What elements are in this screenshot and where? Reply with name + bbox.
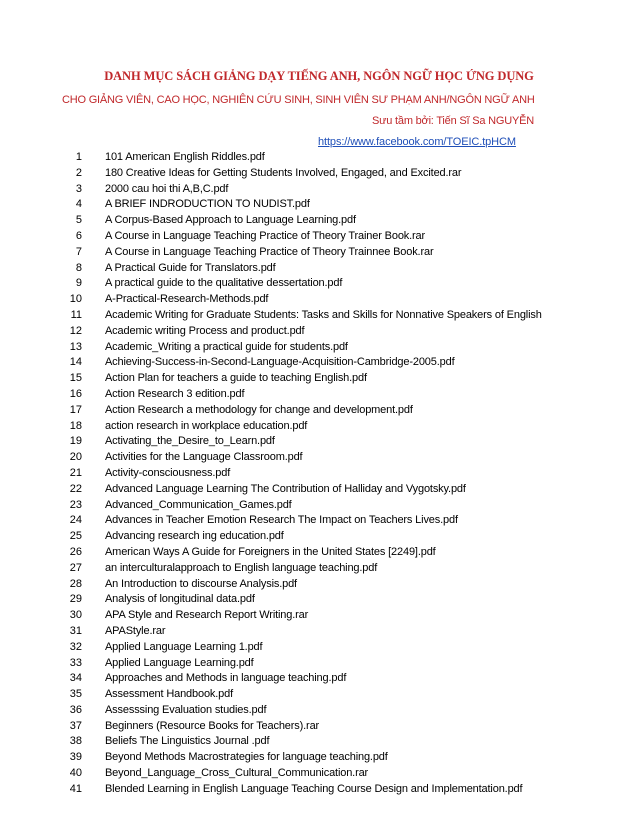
list-item	[0, 276, 638, 292]
item-number: 37	[69, 719, 82, 732]
list-item	[0, 403, 638, 419]
item-number: 24	[69, 514, 82, 527]
list-item	[0, 450, 638, 466]
item-filename: Advances in Teacher Emotion Research The Impact on Teachers Lives.pdf	[105, 514, 458, 527]
item-number: 1	[75, 151, 82, 163]
item-filename: Academic_Writing a practical guide for students.pdf	[105, 340, 348, 353]
item-filename: Activating_the_Desire_to_Learn.pdf	[105, 435, 275, 448]
item-filename: Assesssing Evaluation studies.pdf	[105, 703, 267, 716]
item-number: 39	[69, 751, 82, 764]
item-filename: APAStyle.rar	[105, 624, 166, 637]
list-item	[0, 371, 638, 387]
compiler-credit: Sưu tầm bởi: Tiến Sĩ Sa NGUYỄN	[371, 115, 534, 127]
item-filename: action research in workplace education.pdf	[105, 419, 308, 432]
item-number: 6	[75, 229, 82, 242]
item-filename: Academic writing Process and product.pdf	[105, 324, 305, 337]
item-number: 22	[69, 482, 82, 495]
list-item	[0, 355, 638, 371]
list-item	[0, 577, 638, 593]
item-filename: Achieving-Success-in-Second-Language-Acquisition-Cambridge-2005.pdf	[105, 356, 455, 369]
item-filename: Applied Language Learning 1.pdf	[105, 640, 263, 653]
list-item	[0, 482, 638, 498]
list-item	[0, 324, 638, 340]
item-filename: A-Practical-Research-Methods.pdf	[105, 293, 269, 306]
item-number: 8	[75, 261, 82, 274]
item-filename: 101 American English Riddles.pdf	[105, 151, 265, 163]
item-number: 3	[75, 182, 82, 195]
list-item	[0, 245, 638, 261]
item-number: 12	[69, 324, 82, 337]
item-filename: An Introduction to discourse Analysis.pdf	[105, 577, 297, 590]
item-number: 32	[69, 640, 82, 653]
item-number: 38	[69, 735, 82, 748]
item-number: 11	[70, 308, 82, 321]
list-item	[0, 513, 638, 529]
item-filename: Action Research 3 edition.pdf	[105, 387, 245, 400]
file-list	[0, 150, 638, 798]
list-item	[0, 150, 638, 166]
document-subtitle: CHO GIẢNG VIÊN, CAO HỌC, NGHIÊN CỨU SINH, SINH VIÊN SƯ PHẠM ANH/NGÔN NGỮ ANH	[62, 94, 535, 106]
item-number: 29	[69, 593, 82, 606]
item-filename: Beliefs The Linguistics Journal .pdf	[105, 735, 270, 748]
item-filename: Advanced Language Learning The Contribution of Halliday and Vygotsky.pdf	[105, 482, 466, 495]
list-item	[0, 608, 638, 624]
list-item	[0, 529, 638, 545]
list-item	[0, 213, 638, 229]
list-item	[0, 703, 638, 719]
item-filename: Academic Writing for Graduate Students: Tasks and Skills for Nonnative Speakers of English	[105, 308, 542, 321]
item-number: 31	[69, 624, 82, 637]
document-title: DANH MỤC SÁCH GIẢNG DẠY TIẾNG ANH, NGÔN NGỮ HỌC ỨNG DỤNG	[104, 69, 534, 83]
list-item	[0, 671, 638, 687]
item-number: 16	[69, 387, 82, 400]
item-number: 34	[69, 672, 82, 685]
item-filename: APA Style and Research Report Writing.rar	[105, 609, 309, 622]
item-filename: Analysis of longitudinal data.pdf	[105, 593, 255, 606]
facebook-link[interactable]: https://www.facebook.com/TOEIC.tpHCM	[318, 136, 516, 148]
item-number: 15	[69, 372, 82, 385]
item-filename: A Corpus-Based Approach to Language Learning.pdf	[105, 214, 356, 227]
item-number: 30	[69, 609, 82, 622]
list-item	[0, 719, 638, 735]
item-number: 2	[75, 166, 82, 179]
item-filename: American Ways A Guide for Foreigners in the United States [2249].pdf	[105, 545, 436, 558]
item-number: 14	[69, 356, 82, 369]
item-number: 9	[75, 277, 82, 290]
item-filename: Blended Learning in English Language Teaching Course Design and Implementation.pdf	[105, 782, 523, 795]
item-number: 27	[69, 561, 82, 574]
item-filename: A Practical Guide for Translators.pdf	[105, 261, 276, 274]
list-item	[0, 434, 638, 450]
item-number: 33	[69, 656, 82, 669]
list-item	[0, 229, 638, 245]
item-number: 13	[69, 340, 82, 353]
item-number: 19	[69, 435, 82, 448]
item-filename: Beyond Methods Macrostrategies for language teaching.pdf	[105, 751, 388, 764]
item-number: 28	[69, 577, 82, 590]
list-item	[0, 292, 638, 308]
item-number: 35	[69, 688, 82, 701]
item-filename: Assessment Handbook.pdf	[105, 688, 234, 701]
item-filename: A BRIEF INDRODUCTION TO NUDIST.pdf	[105, 198, 310, 211]
list-item	[0, 656, 638, 672]
list-item	[0, 545, 638, 561]
list-item	[0, 782, 638, 798]
list-item	[0, 308, 638, 324]
item-filename: 180 Creative Ideas for Getting Students Involved, Engaged, and Excited.rar	[105, 166, 462, 179]
item-number: 21	[69, 466, 82, 479]
item-number: 26	[69, 545, 82, 558]
item-filename: Action Research a methodology for change and development.pdf	[105, 403, 413, 416]
item-filename: Advanced_Communication_Games.pdf	[105, 498, 292, 511]
list-item	[0, 419, 638, 435]
list-item	[0, 387, 638, 403]
item-filename: Activities for the Language Classroom.pdf	[105, 451, 303, 464]
item-number: 17	[69, 403, 82, 416]
item-number: 4	[75, 198, 82, 211]
list-item	[0, 182, 638, 198]
item-number: 25	[69, 530, 82, 543]
item-filename: A practical guide to the qualitative dessertation.pdf	[105, 277, 343, 290]
item-filename: Activity-consciousness.pdf	[105, 466, 231, 479]
item-filename: Applied Language Learning.pdf	[105, 656, 254, 669]
list-item	[0, 592, 638, 608]
item-filename: an interculturalapproach to English language teaching.pdf	[105, 561, 378, 574]
list-item	[0, 466, 638, 482]
item-filename: Approaches and Methods in language teaching.pdf	[105, 672, 347, 685]
item-number: 5	[75, 214, 82, 227]
list-item	[0, 624, 638, 640]
item-number: 23	[69, 498, 82, 511]
item-number: 41	[69, 782, 82, 795]
list-item	[0, 640, 638, 656]
item-filename: Advancing research ing education.pdf	[105, 530, 284, 543]
list-item	[0, 734, 638, 750]
list-item	[0, 766, 638, 782]
item-filename: A Course in Language Teaching Practice of Theory Trainnee Book.rar	[105, 245, 434, 258]
item-number: 36	[69, 703, 82, 716]
item-filename: Beyond_Language_Cross_Cultural_Communication.rar	[105, 767, 369, 780]
list-item	[0, 261, 638, 277]
item-number: 20	[69, 451, 82, 464]
list-item	[0, 561, 638, 577]
item-filename: Beginners (Resource Books for Teachers).rar	[105, 719, 320, 732]
item-number: 7	[75, 245, 82, 258]
list-item	[0, 197, 638, 213]
list-item	[0, 498, 638, 514]
item-filename: 2000 cau hoi thi A,B,C.pdf	[105, 182, 229, 195]
list-item	[0, 166, 638, 182]
item-number: 18	[69, 419, 82, 432]
list-item	[0, 687, 638, 703]
list-item	[0, 750, 638, 766]
item-filename: Action Plan for teachers a guide to teaching English.pdf	[105, 372, 367, 385]
item-number: 10	[69, 293, 82, 306]
list-item	[0, 340, 638, 356]
item-number: 40	[69, 767, 82, 780]
item-filename: A Course in Language Teaching Practice of Theory Trainer Book.rar	[105, 229, 426, 242]
